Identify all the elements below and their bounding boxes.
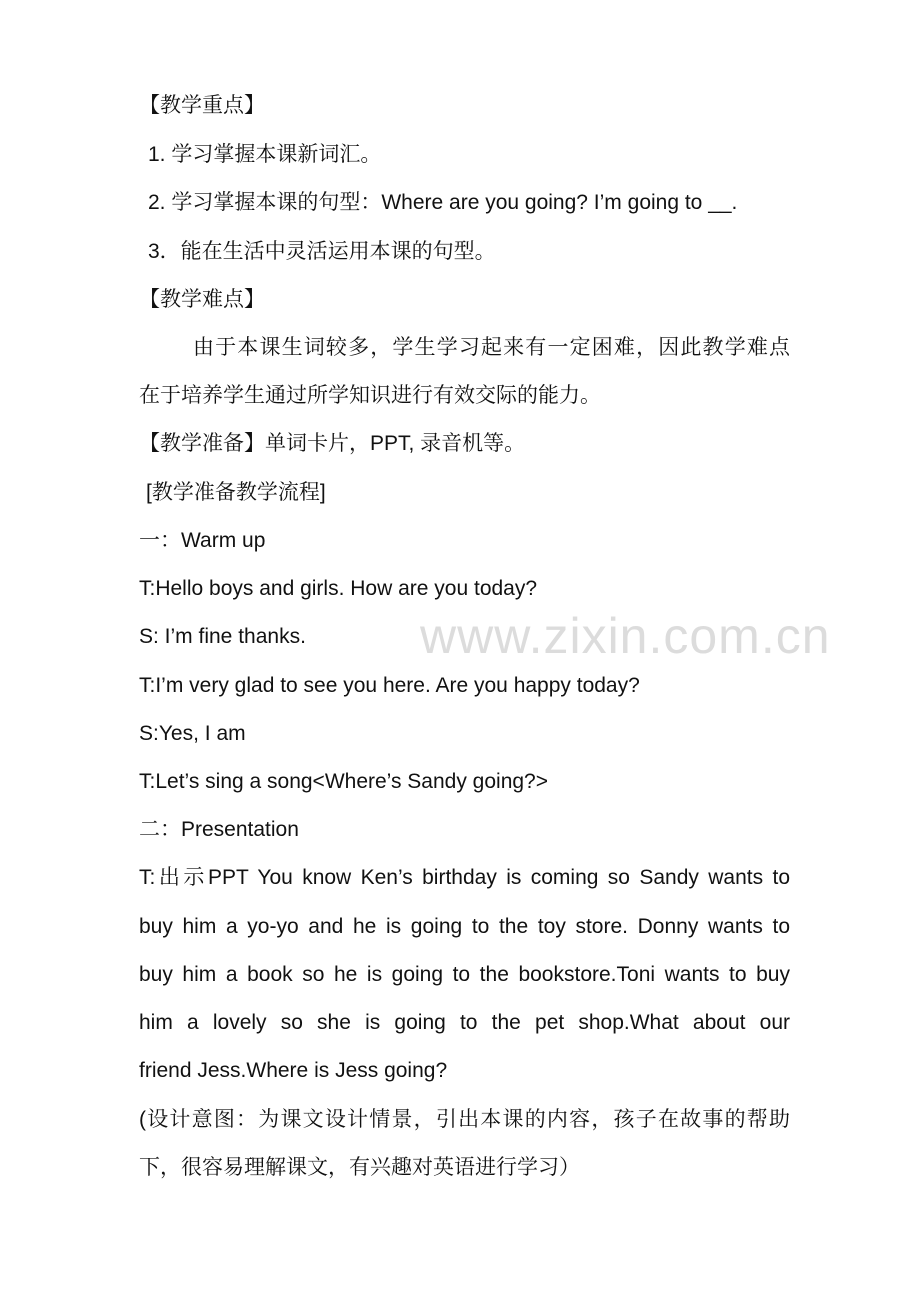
difficulty-paragraph-line-2: 在于培养学生通过所学知识进行有效交际的能力。 xyxy=(139,384,601,407)
section-warm-up: 一：Warm up xyxy=(139,529,266,552)
presentation-paragraph-line: him a lovely so she is going to the pet shop.What about our xyxy=(139,1011,790,1034)
heading-teaching-difficulty: 【教学难点】 xyxy=(139,288,265,311)
dialogue-line: S: I’m fine thanks. xyxy=(139,625,306,648)
presentation-paragraph-line: buy him a yo-yo and he is going to the toy store. Donny wants to xyxy=(139,915,790,938)
design-intent-line-1: (设计意图：为课文设计情景，引出本课的内容，孩子在故事的帮助 xyxy=(139,1108,790,1131)
dialogue-line: S:Yes, I am xyxy=(139,722,246,745)
heading-teaching-process: [教学准备教学流程] xyxy=(146,481,326,504)
focus-item-2: 2. 学习掌握本课的句型：Where are you going? I’m going to __. xyxy=(148,191,738,214)
focus-item-1: 1. 学习掌握本课新词汇。 xyxy=(148,143,382,166)
watermark: www.zixin.com.cn xyxy=(420,608,831,664)
dialogue-line: T:Let’s sing a song<Where’s Sandy going?> xyxy=(139,770,548,793)
presentation-paragraph-line: T:出示PPT You know Ken’s birthday is coming so Sandy wants to xyxy=(139,866,790,889)
design-intent-line-2: 下，很容易理解课文，有兴趣对英语进行学习） xyxy=(139,1156,580,1179)
heading-teaching-focus: 【教学重点】 xyxy=(139,94,265,117)
presentation-paragraph-line: buy him a book so he is going to the bookstore.Toni wants to buy xyxy=(139,963,790,986)
presentation-paragraph-line: friend Jess.Where is Jess going? xyxy=(139,1059,448,1082)
dialogue-line: T:I’m very glad to see you here. Are you happy today? xyxy=(139,674,640,697)
focus-item-3: 3．能在生活中灵活运用本课的句型。 xyxy=(148,240,496,263)
section-presentation: 二：Presentation xyxy=(139,818,299,841)
dialogue-line: T:Hello boys and girls. How are you today? xyxy=(139,577,538,600)
teaching-preparation: 【教学准备】单词卡片，PPT, 录音机等。 xyxy=(139,432,526,455)
difficulty-paragraph-line-1: 由于本课生词较多，学生学习起来有一定困难，因此教学难点 xyxy=(193,336,790,359)
